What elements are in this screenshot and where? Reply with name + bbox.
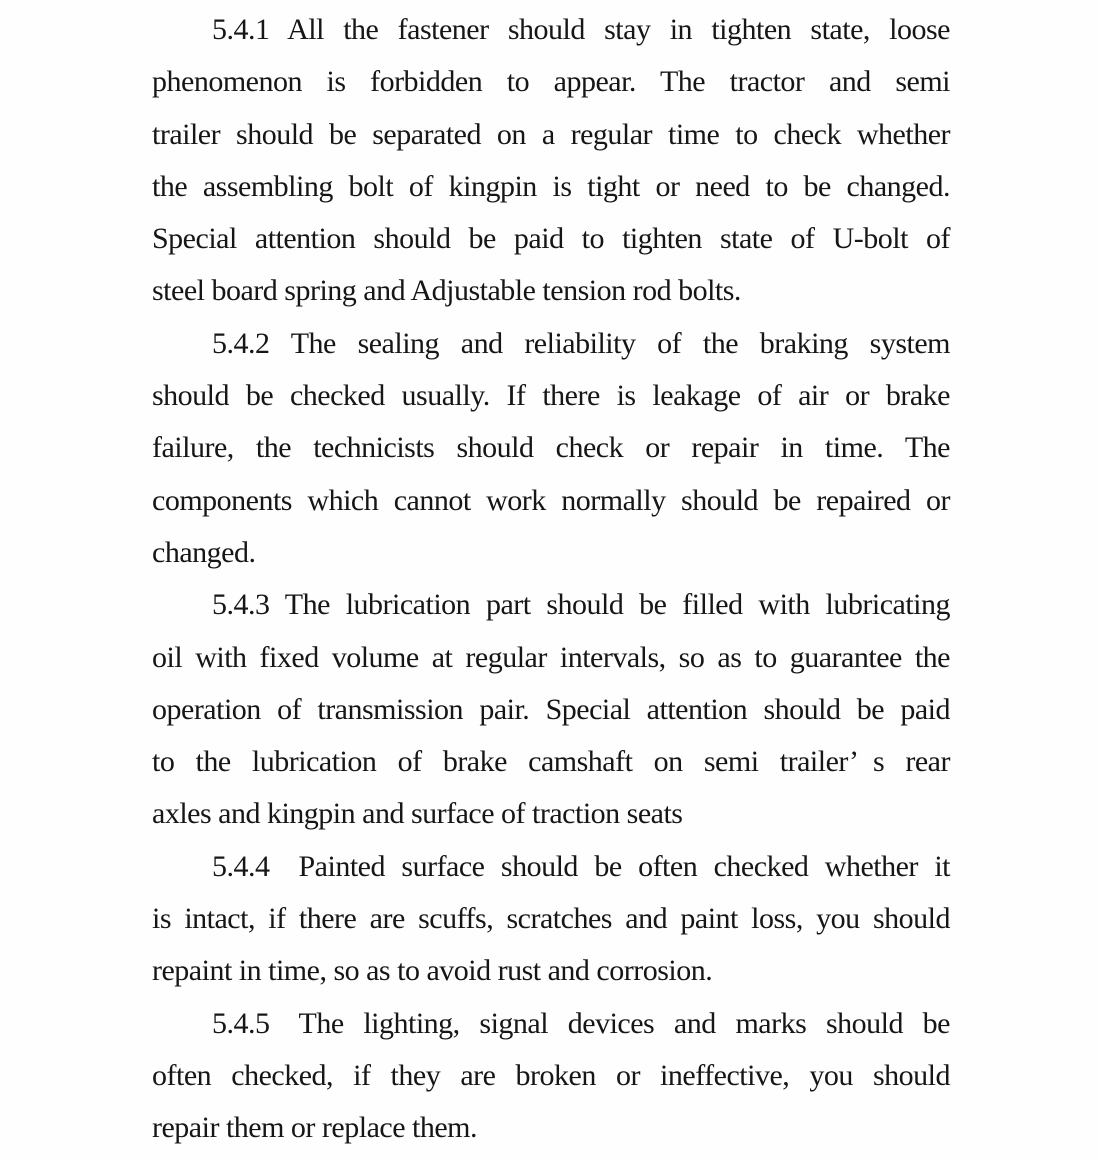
text-line: steel board spring and Adjustable tension rod bolts. [152,274,741,308]
text-line: is intact, if there are scuffs, scratches and paint loss, you should [152,902,950,936]
text-line: changed. [152,535,256,569]
text-line: trailer should be separated on a regular time to check whether [152,117,950,151]
text-line: Special attention should be paid to tighten state of U-bolt of [152,222,950,256]
text-line: oil with fixed volume at regular intervals, so as to guarantee the [152,640,950,674]
paragraph-5-4-1 [152,4,950,318]
text-line: 5.4.3 The lubrication part should be filled with lubricating [212,588,950,622]
text-line: axles and kingpin and surface of traction seats [152,797,683,831]
text-line: 5.4.5 The lighting, signal devices and marks should be [212,1006,950,1040]
text-line: the assembling bolt of kingpin is tight or need to be changed. [152,169,950,203]
text-line: components which cannot work normally should be repaired or [152,483,950,517]
paragraph-5-4-2 [152,318,950,579]
paragraph-5-4-4 [152,841,950,998]
text-line: to the lubrication of brake camshaft on semi trailer’ s rear [152,745,950,779]
text-line: should be checked usually. If there is leakage of air or brake [152,379,950,413]
text-line: often checked, if they are broken or ineffective, you should [152,1058,950,1092]
text-block [152,4,950,1155]
text-line: operation of transmission pair. Special attention should be paid [152,692,950,726]
text-line: 5.4.2 The sealing and reliability of the braking system [212,326,950,360]
text-line: failure, the technicists should check or repair in time. The [152,431,950,465]
text-line: phenomenon is forbidden to appear. The tractor and semi [152,65,950,99]
text-line: 5.4.1 All the fastener should stay in tighten state, loose [212,13,950,46]
text-line: repair them or replace them. [152,1111,477,1145]
text-line: 5.4.4 Painted surface should be often checked whether it [212,849,950,883]
text-line: repaint in time, so as to avoid rust and corrosion. [152,954,713,988]
paragraph-5-4-5 [152,998,950,1155]
paragraph-5-4-3 [152,579,950,840]
